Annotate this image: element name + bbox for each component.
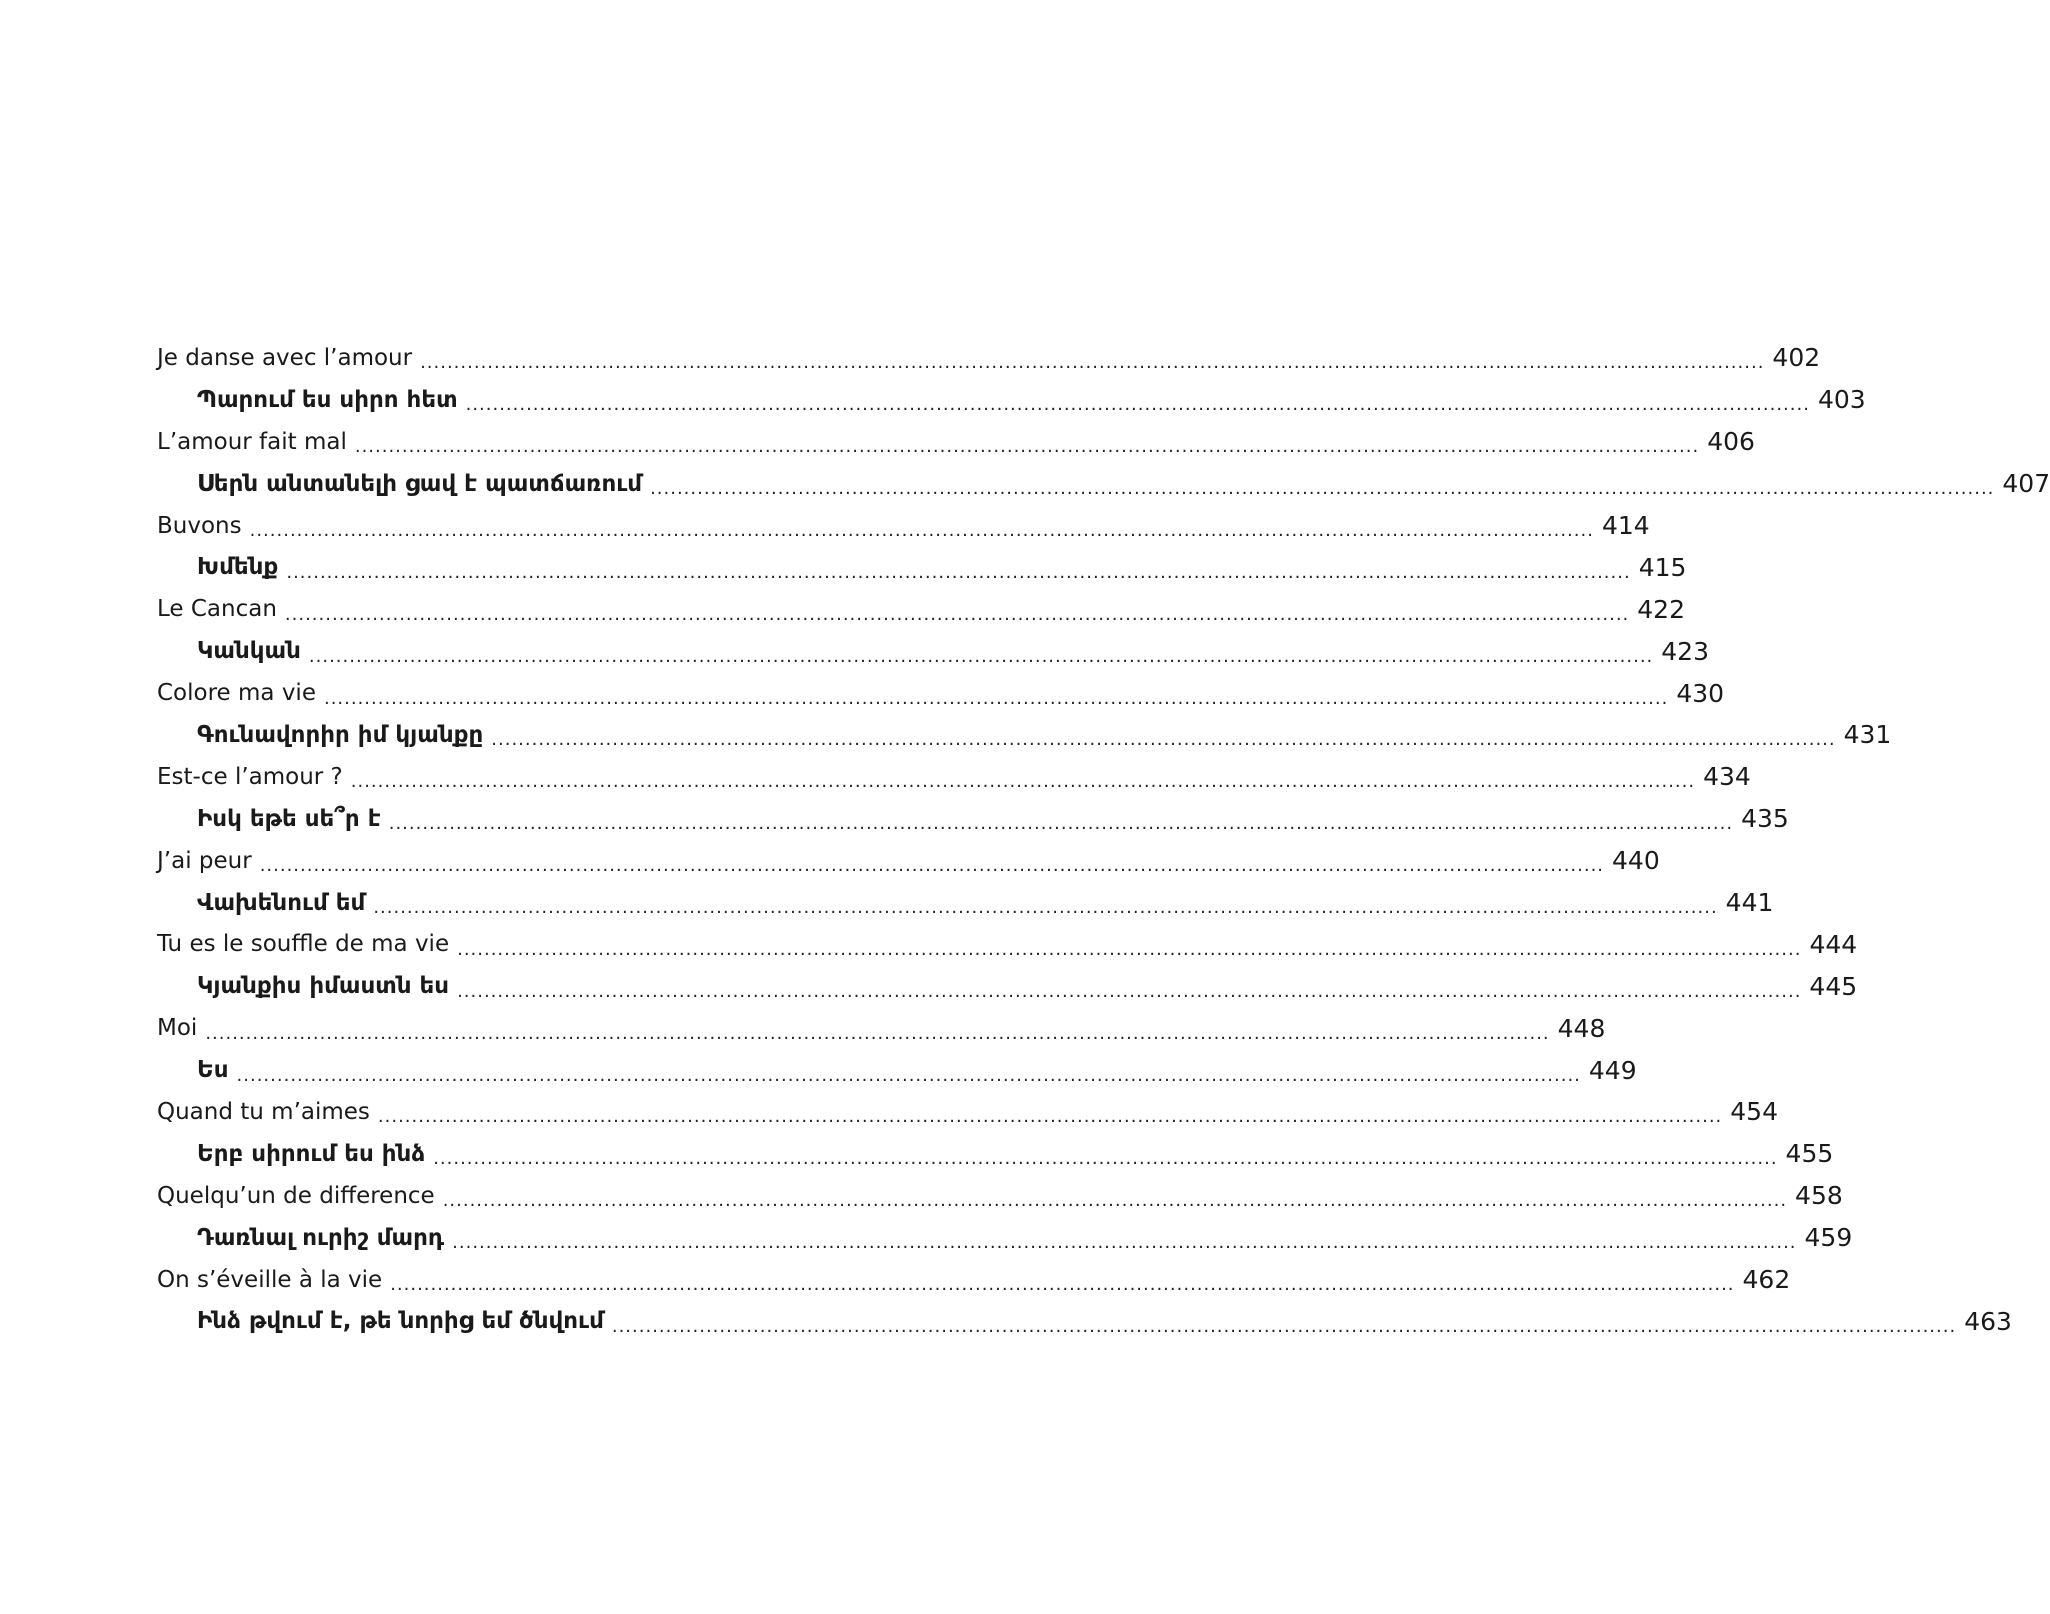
dot-leader: ........................................................................................................................................................................................................ bbox=[388, 813, 1734, 835]
toc-entry-page: 444 bbox=[1809, 929, 1858, 959]
toc-entry-title: Moi bbox=[157, 1015, 198, 1042]
dot-leader: ........................................................................................................................................................................................................ bbox=[457, 980, 1802, 1002]
toc-entry-page: 407 bbox=[2002, 469, 2050, 499]
dot-leader: ........................................................................................................................................................................................................ bbox=[390, 1274, 1735, 1296]
toc-entry-title: Ինձ թվում է, թե նորից եմ ծնվում bbox=[197, 1308, 604, 1335]
dot-leader: ........................................................................................................................................................................................................ bbox=[650, 478, 1995, 500]
toc-entry[interactable] bbox=[157, 714, 1892, 756]
dot-leader: ........................................................................................................................................................................................................ bbox=[465, 394, 1810, 416]
toc-entry-title: Իսկ եթե սե՞ր է bbox=[197, 805, 381, 832]
toc-entry[interactable] bbox=[157, 546, 1687, 588]
toc-entry[interactable] bbox=[157, 1217, 1853, 1259]
toc-entry-page: 455 bbox=[1785, 1139, 1834, 1169]
toc-entry[interactable] bbox=[157, 798, 1789, 840]
toc-entry[interactable] bbox=[157, 421, 1755, 463]
toc-entry-title: Վախենում եմ bbox=[197, 889, 366, 916]
toc-entry-page: 448 bbox=[1557, 1013, 1606, 1043]
toc-entry[interactable] bbox=[157, 588, 1685, 630]
toc-entry-title: Quand tu m’aimes bbox=[157, 1098, 370, 1125]
dot-leader: ........................................................................................................................................................................................................ bbox=[323, 687, 1669, 709]
dot-leader: ........................................................................................................................................................................................................ bbox=[377, 1106, 1723, 1128]
toc-entry[interactable] bbox=[157, 1091, 1778, 1133]
toc-entry-page: 440 bbox=[1612, 846, 1660, 876]
toc-entry-page: 406 bbox=[1707, 427, 1755, 457]
toc-entry-title: Խմենք bbox=[197, 554, 279, 581]
toc-entry-page: 449 bbox=[1588, 1055, 1637, 1085]
toc-entry-title: Tu es le souffle de ma vie bbox=[157, 931, 450, 958]
toc-entry[interactable] bbox=[157, 1259, 1791, 1301]
toc-entry-page: 415 bbox=[1638, 552, 1687, 582]
toc-entry[interactable] bbox=[157, 505, 1650, 547]
toc-entry-title: Est-ce l’amour ? bbox=[157, 763, 343, 790]
toc-entry-title: Պարում ես սիրո հետ bbox=[197, 386, 458, 413]
toc-entry-page: 434 bbox=[1703, 762, 1751, 792]
toc-entry-page: 463 bbox=[1964, 1306, 2012, 1336]
toc-entry[interactable] bbox=[157, 630, 1709, 672]
toc-entry[interactable] bbox=[157, 1133, 1834, 1175]
dot-leader: ........................................................................................................................................................................................................ bbox=[308, 645, 1654, 667]
toc-entry[interactable] bbox=[157, 840, 1660, 882]
toc-entry-title: J’ai peur bbox=[157, 847, 252, 874]
toc-entry-title: Le Cancan bbox=[157, 596, 277, 623]
toc-entry-title: Գունավորիր իմ կյանքը bbox=[197, 721, 484, 748]
toc-entry-page: 403 bbox=[1817, 385, 1866, 415]
toc-entry-page: 414 bbox=[1601, 511, 1650, 540]
toc-entry-title: Je danse avec l’amour bbox=[157, 344, 413, 371]
toc-entry-title: Դառնալ ուրիշ մարդ bbox=[197, 1224, 445, 1251]
dot-leader: ........................................................................................................................................................................................................ bbox=[611, 1315, 1957, 1337]
toc-entry-page: 462 bbox=[1742, 1265, 1791, 1295]
dot-leader: ........................................................................................................................................................................................................ bbox=[249, 520, 1594, 541]
toc-entry-title: Կյանքիս իմաստն ես bbox=[197, 973, 450, 1000]
toc-entry-page: 435 bbox=[1741, 804, 1789, 834]
dot-leader: ........................................................................................................................................................................................................ bbox=[259, 855, 1605, 877]
dot-leader: ........................................................................................................................................................................................................ bbox=[354, 436, 1700, 458]
dot-leader: ........................................................................................................................................................................................................ bbox=[286, 561, 1631, 583]
toc-entry-page: 459 bbox=[1804, 1223, 1853, 1253]
toc-entry[interactable] bbox=[157, 672, 1725, 714]
toc-entry-title: Երբ սիրում ես ինձ bbox=[197, 1140, 426, 1167]
dot-leader: ........................................................................................................................................................................................................ bbox=[350, 771, 1696, 793]
dot-leader: ........................................................................................................................................................................................................ bbox=[205, 1022, 1550, 1044]
dot-leader: ........................................................................................................................................................................................................ bbox=[284, 603, 1630, 625]
toc-entry[interactable] bbox=[157, 756, 1751, 798]
toc-entry[interactable] bbox=[157, 1007, 1606, 1049]
toc-entry[interactable] bbox=[157, 882, 1774, 924]
toc-entry[interactable] bbox=[157, 1300, 2012, 1342]
dot-leader: ........................................................................................................................................................................................................ bbox=[452, 1232, 1797, 1254]
toc-entry[interactable] bbox=[157, 965, 1858, 1007]
toc-entry-page: 431 bbox=[1843, 720, 1892, 750]
toc-entry-page: 454 bbox=[1730, 1097, 1778, 1127]
dot-leader: ........................................................................................................................................................................................................ bbox=[491, 729, 1836, 751]
dot-leader: ........................................................................................................................................................................................................ bbox=[420, 352, 1765, 374]
toc-entry[interactable] bbox=[157, 379, 1866, 421]
toc-entry-title: L’amour fait mal bbox=[157, 428, 347, 455]
toc-entry[interactable] bbox=[157, 1049, 1637, 1091]
dot-leader: ........................................................................................................................................................................................................ bbox=[236, 1064, 1581, 1086]
toc-entry-title: Կանկան bbox=[197, 638, 301, 665]
toc-entry-page: 445 bbox=[1809, 971, 1858, 1001]
toc-entry-page: 422 bbox=[1637, 594, 1685, 624]
dot-leader: ........................................................................................................................................................................................................ bbox=[457, 938, 1802, 960]
toc-entry-page: 402 bbox=[1772, 343, 1821, 373]
toc-entry-page: 458 bbox=[1795, 1181, 1843, 1211]
dot-leader: ........................................................................................................................................................................................................ bbox=[373, 897, 1718, 919]
dot-leader: ........................................................................................................................................................................................................ bbox=[433, 1148, 1778, 1170]
toc-entry-page: 441 bbox=[1725, 888, 1774, 918]
toc-entry-title: Սերն անտանելի ցավ է պատճառում bbox=[197, 470, 643, 497]
toc-entry[interactable] bbox=[157, 337, 1821, 379]
toc-entry-page: 423 bbox=[1661, 636, 1709, 666]
toc-entry[interactable] bbox=[157, 463, 2050, 505]
toc-entry[interactable] bbox=[157, 923, 1858, 965]
toc-entry-title: Buvons bbox=[157, 512, 242, 539]
toc-entry-title: Quelqu’un de differencе bbox=[157, 1182, 435, 1209]
toc-entry[interactable] bbox=[157, 1175, 1843, 1217]
table-of-contents bbox=[157, 337, 2050, 1342]
toc-entry-title: On s’éveille à la vie bbox=[157, 1266, 383, 1293]
toc-entry-title: Ես bbox=[197, 1057, 229, 1084]
dot-leader: ........................................................................................................................................................................................................ bbox=[442, 1190, 1788, 1212]
toc-entry-page: 430 bbox=[1676, 678, 1725, 708]
toc-entry-title: Colore ma vie bbox=[157, 680, 316, 707]
